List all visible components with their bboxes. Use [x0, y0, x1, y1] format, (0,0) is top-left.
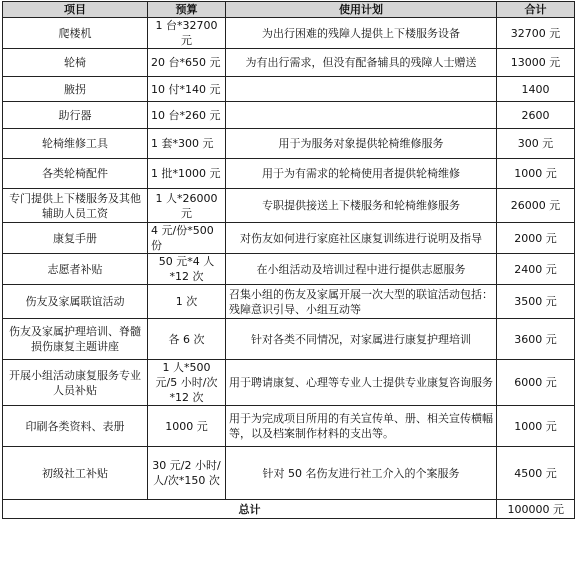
table-row: [3, 319, 575, 360]
budget-cell: 1 人*500 元/5 小时/次*12 次: [148, 360, 226, 406]
table-row: [3, 223, 575, 254]
budget-cell: 10 付*140 元: [148, 77, 226, 102]
total-cell: 26000 元: [497, 189, 575, 223]
plan-cell: 用于聘请康复、心理等专业人士提供专业康复咨询服务: [226, 360, 497, 406]
plan-cell: 用于为服务对象提供轮椅维修服务: [226, 129, 497, 159]
budget-sheet: [2, 1, 574, 519]
plan-cell: 针对各类不同情况，对家属进行康复护理培训: [226, 319, 497, 360]
header-row: [3, 2, 575, 18]
table-row: [3, 159, 575, 189]
item-cell: 助行器: [3, 102, 148, 129]
table-row: [3, 360, 575, 406]
plan-cell: 为出行困难的残障人提供上下楼服务设备: [226, 18, 497, 49]
item-cell: 伤友及家属护理培训、脊髓损伤康复主题讲座: [3, 319, 148, 360]
table-row: [3, 49, 575, 77]
item-cell: 专门提供上下楼服务及其他辅助人员工资: [3, 189, 148, 223]
plan-cell: 为有出行需求，但没有配备辅具的残障人士赠送: [226, 49, 497, 77]
table-row: [3, 129, 575, 159]
summary-total: 100000 元: [497, 500, 575, 519]
plan-cell: 用于为完成项目所用的有关宣传单、册、相关宣传横幅等，以及档案制作材料的支出等。: [226, 406, 497, 447]
item-cell: 腋拐: [3, 77, 148, 102]
budget-cell: 20 台*650 元: [148, 49, 226, 77]
item-cell: 伤友及家属联谊活动: [3, 285, 148, 319]
table-row: [3, 406, 575, 447]
plan-cell: 对伤友如何进行家庭社区康复训练进行说明及指导: [226, 223, 497, 254]
budget-cell: 1 人*26000 元: [148, 189, 226, 223]
plan-cell: 针对 50 名伤友进行社工介入的个案服务: [226, 447, 497, 500]
header-plan: 使用计划: [226, 2, 497, 18]
summary-label: 总计: [3, 500, 497, 519]
plan-cell: [226, 77, 497, 102]
budget-cell: 50 元*4 人*12 次: [148, 254, 226, 285]
budget-cell: 4 元/份*500 份: [148, 223, 226, 254]
total-cell: 1000 元: [497, 406, 575, 447]
budget-cell: 1 套*300 元: [148, 129, 226, 159]
table-row: [3, 189, 575, 223]
item-cell: 初级社工补贴: [3, 447, 148, 500]
budget-cell: 1000 元: [148, 406, 226, 447]
budget-cell: 30 元/2 小时/人/次*150 次: [148, 447, 226, 500]
total-cell: 3600 元: [497, 319, 575, 360]
budget-table: [2, 1, 575, 519]
item-cell: 印刷各类资料、表册: [3, 406, 148, 447]
total-cell: 3500 元: [497, 285, 575, 319]
item-cell: 爬楼机: [3, 18, 148, 49]
table-row: [3, 447, 575, 500]
total-cell: 4500 元: [497, 447, 575, 500]
table-row: [3, 18, 575, 49]
total-cell: 1400: [497, 77, 575, 102]
item-cell: 志愿者补贴: [3, 254, 148, 285]
table-row: [3, 285, 575, 319]
budget-cell: 各 6 次: [148, 319, 226, 360]
plan-cell: [226, 102, 497, 129]
plan-cell: 召集小组的伤友及家属开展一次大型的联谊活动包括：残障意识引导、小组互动等: [226, 285, 497, 319]
item-cell: 各类轮椅配件: [3, 159, 148, 189]
total-cell: 2400 元: [497, 254, 575, 285]
table-row: [3, 102, 575, 129]
budget-cell: 1 台*32700 元: [148, 18, 226, 49]
table-row: [3, 254, 575, 285]
item-cell: 开展小组活动康复服务专业人员补贴: [3, 360, 148, 406]
total-cell: 2600: [497, 102, 575, 129]
plan-cell: 专职提供接送上下楼服务和轮椅维修服务: [226, 189, 497, 223]
total-cell: 1000 元: [497, 159, 575, 189]
header-item: 项目: [3, 2, 148, 18]
budget-cell: 1 次: [148, 285, 226, 319]
total-cell: 2000 元: [497, 223, 575, 254]
table-row: [3, 77, 575, 102]
summary-row: [3, 500, 575, 519]
plan-cell: 在小组活动及培训过程中进行提供志愿服务: [226, 254, 497, 285]
item-cell: 轮椅维修工具: [3, 129, 148, 159]
budget-cell: 10 台*260 元: [148, 102, 226, 129]
item-cell: 康复手册: [3, 223, 148, 254]
total-cell: 300 元: [497, 129, 575, 159]
header-total: 合计: [497, 2, 575, 18]
total-cell: 13000 元: [497, 49, 575, 77]
item-cell: 轮椅: [3, 49, 148, 77]
plan-cell: 用于为有需求的轮椅使用者提供轮椅维修: [226, 159, 497, 189]
total-cell: 32700 元: [497, 18, 575, 49]
header-budget: 预算: [148, 2, 226, 18]
total-cell: 6000 元: [497, 360, 575, 406]
budget-cell: 1 批*1000 元: [148, 159, 226, 189]
